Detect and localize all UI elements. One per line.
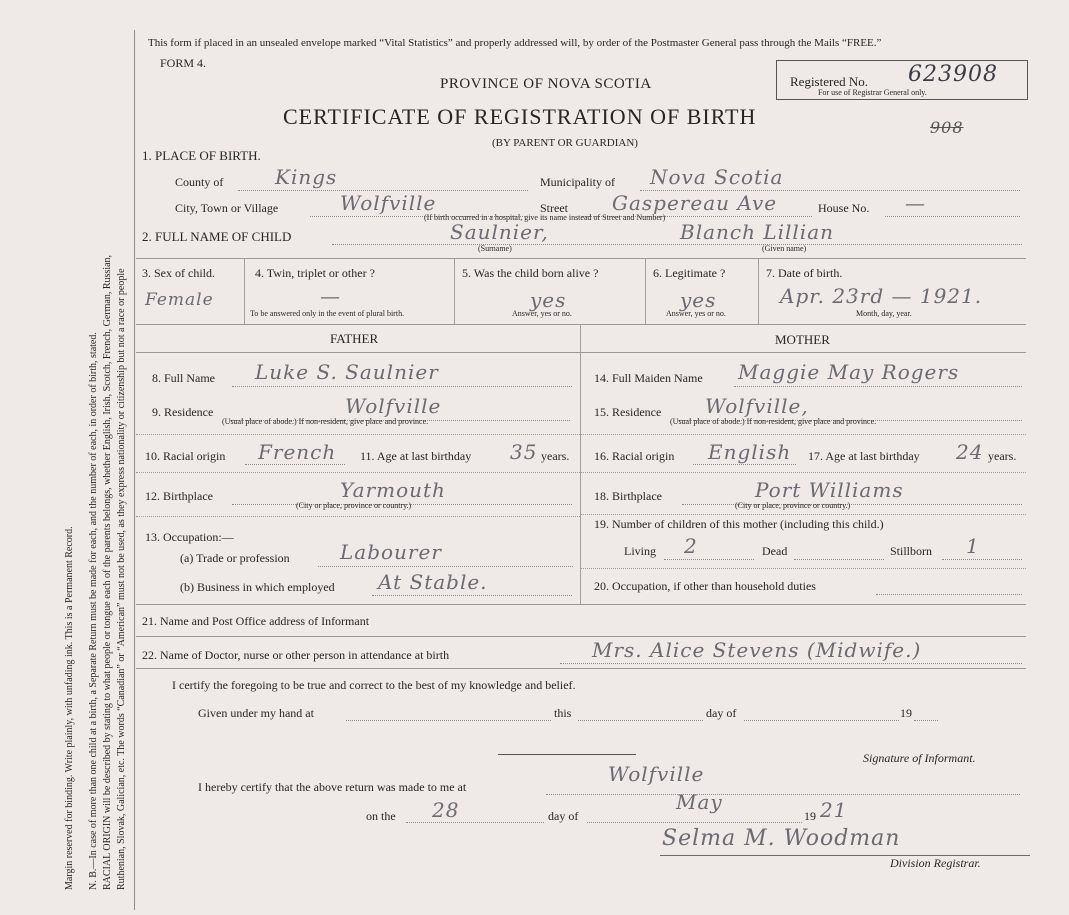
struck-number: 908 [930, 118, 964, 137]
father-age-label: 11. Age at last birthday [360, 449, 472, 463]
child-given-name: Blanch Lillian [680, 220, 835, 244]
street-label: Street [540, 201, 568, 215]
children-count-label: 19. Number of children of this mother (including this child.) [594, 517, 884, 531]
father-residence-note: (Usual place of abode.) If non-resident, give place and province. [222, 417, 429, 426]
legitimate-note: Answer, yes or no. [666, 309, 726, 318]
legitimate-label: 6. Legitimate ? [653, 266, 726, 280]
registered-number-value: 623908 [908, 62, 998, 87]
father-racial-value: French [258, 440, 337, 464]
binding-note: Margin reserved for binding. Write plainly, with unfading ink. This is a Permanent Record. [64, 526, 75, 890]
business-label: (b) Business in which employed [180, 580, 335, 594]
sex-value: Female [145, 290, 214, 310]
city-label: City, Town or Village [175, 201, 279, 215]
father-occupation-label: 13. Occupation:— [145, 530, 234, 544]
legitimate-value: yes [680, 288, 717, 312]
born-alive-note: Answer, yes or no. [512, 309, 572, 318]
hospital-note: (If birth occurred in a hospital, give its name instead of Street and Number) [424, 213, 666, 222]
living-value: 2 [684, 534, 698, 558]
attendant-value: Mrs. Alice Stevens (Midwife.) [592, 638, 922, 662]
municipality-label: Municipality of [540, 175, 615, 189]
mail-notice: This form if placed in an unsealed envelope marked “Vital Statistics” and properly addressed will, by order of the Postmaster General pass through the Mails “FREE.” [148, 37, 882, 49]
day-of-label: day of [706, 706, 737, 720]
county-label: County of [175, 175, 224, 189]
stillborn-value: 1 [966, 534, 980, 558]
born-alive-value: yes [530, 288, 567, 312]
trade-value: Labourer [340, 540, 442, 564]
father-birthplace-value: Yarmouth [340, 478, 446, 502]
twin-label: 4. Twin, triplet or other ? [255, 266, 375, 280]
signature-line [498, 754, 636, 755]
father-birthplace-label: 12. Birthplace [145, 489, 213, 503]
mother-age-label: 17. Age at last birthday [808, 449, 920, 463]
this-label: this [554, 706, 572, 720]
mother-birthplace-label: 18. Birthplace [594, 489, 662, 503]
mother-heading: MOTHER [775, 332, 830, 347]
birth-date-label: 7. Date of birth. [766, 266, 843, 280]
father-age-value: 35 [510, 440, 538, 464]
attendant-label: 22. Name of Doctor, nurse or other person in attendance at birth [142, 648, 450, 662]
on-the-label: on the [366, 809, 396, 823]
on-month-value: May [676, 790, 723, 814]
mother-racial-value: English [708, 440, 792, 464]
birth-date-note: Month, day, year. [856, 309, 912, 318]
informant-signature-label: Signature of Informant. [863, 751, 976, 765]
racial-origin-note-1: RACIAL ORIGIN will be described by stating to what people or tongue each of the parents belongs, whether English, Irish, Scotch, French, German, Russian, [102, 254, 113, 890]
mother-residence-note: (Usual place of abode.) If non-resident, give place and province. [670, 417, 877, 426]
informant-label: 21. Name and Post Office address of Informant [142, 614, 370, 628]
municipality-value: Nova Scotia [650, 165, 784, 189]
certify-statement: I certify the foregoing to be true and correct to the best of my knowledge and belief. [172, 678, 576, 692]
return-place-value: Wolfville [608, 762, 705, 786]
house-number-label: House No. [818, 201, 870, 215]
mother-name-value: Maggie May Rogers [738, 360, 960, 384]
living-label: Living [624, 544, 656, 558]
mother-age-unit: years. [988, 449, 1017, 463]
business-value: At Stable. [378, 570, 488, 594]
mother-occupation-label: 20. Occupation, if other than household duties [594, 579, 816, 593]
registrar-signature: Selma M. Woodman [662, 826, 901, 851]
place-of-birth-label: 1. PLACE OF BIRTH. [142, 148, 261, 163]
father-residence-value: Wolfville [345, 394, 442, 418]
form-left-border [134, 30, 135, 910]
given-name-caption: (Given name) [762, 244, 807, 253]
trade-label: (a) Trade or profession [180, 551, 290, 565]
form-number: FORM 4. [160, 56, 207, 70]
return-certify-label: I hereby certify that the above return was made to me at [198, 780, 467, 794]
city-value: Wolfville [340, 191, 437, 215]
mother-age-value: 24 [956, 440, 984, 464]
sex-label: 3. Sex of child. [142, 266, 215, 280]
mother-residence-value: Wolfville, [705, 394, 809, 418]
mother-birthplace-note: (City or place, province or country.) [735, 501, 851, 510]
father-birthplace-note: (City or place, province or country.) [296, 501, 412, 510]
house-number-value: — [905, 191, 926, 215]
province-title: PROVINCE OF NOVA SCOTIA [440, 76, 652, 92]
mother-name-label: 14. Full Maiden Name [594, 371, 703, 385]
twin-value: — [320, 284, 341, 308]
on-day-value: 28 [432, 798, 460, 822]
on-day-of-label: day of [548, 809, 579, 823]
given-under-hand-label: Given under my hand at [198, 706, 314, 720]
mother-residence-label: 15. Residence [594, 405, 662, 419]
dead-label: Dead [762, 544, 788, 558]
stillborn-label: Stillborn [890, 544, 933, 558]
child-name-label: 2. FULL NAME OF CHILD [142, 229, 292, 244]
registrar-label: Division Registrar. [890, 856, 981, 870]
born-alive-label: 5. Was the child born alive ? [462, 266, 599, 280]
surname-caption: (Surname) [478, 244, 512, 253]
mother-racial-label: 16. Racial origin [594, 449, 675, 463]
mother-birthplace-value: Port Williams [755, 478, 904, 502]
father-name-value: Luke S. Saulnier [255, 360, 439, 384]
child-surname: Saulnier, [450, 220, 549, 244]
year-prefix-label: 19 [900, 706, 912, 720]
registrar-only-note: For use of Registrar General only. [818, 88, 927, 97]
birth-date-value: Apr. 23rd — 1921. [780, 284, 983, 308]
on-year-value: 21 [820, 798, 848, 822]
left-margin [0, 0, 135, 915]
document-subtitle: (BY PARENT OR GUARDIAN) [492, 137, 638, 149]
father-racial-label: 10. Racial origin [145, 449, 226, 463]
plural-birth-note: N. B.—In case of more than one child at a birth, a Separate Return must be made for each, and the number of each, in order of birth, stated. [88, 332, 99, 890]
street-value: Gaspereau Ave [612, 191, 778, 215]
registered-number-label: Registered No. [790, 74, 868, 89]
racial-origin-note-2: Ruthenian, Slovak, Galician, etc. The words “Canadian” or “American” must not be used, as they express nationality or citizenship but not a race or people [116, 268, 127, 890]
father-age-unit: years. [541, 449, 570, 463]
on-year-prefix: 19 [804, 809, 816, 823]
father-residence-label: 9. Residence [152, 405, 214, 419]
father-name-label: 8. Full Name [152, 371, 215, 385]
document-title: CERTIFICATE OF REGISTRATION OF BIRTH [283, 104, 757, 129]
county-value: Kings [275, 165, 338, 189]
twin-note: To be answered only in the event of plural birth. [250, 309, 405, 318]
father-heading: FATHER [330, 331, 379, 346]
